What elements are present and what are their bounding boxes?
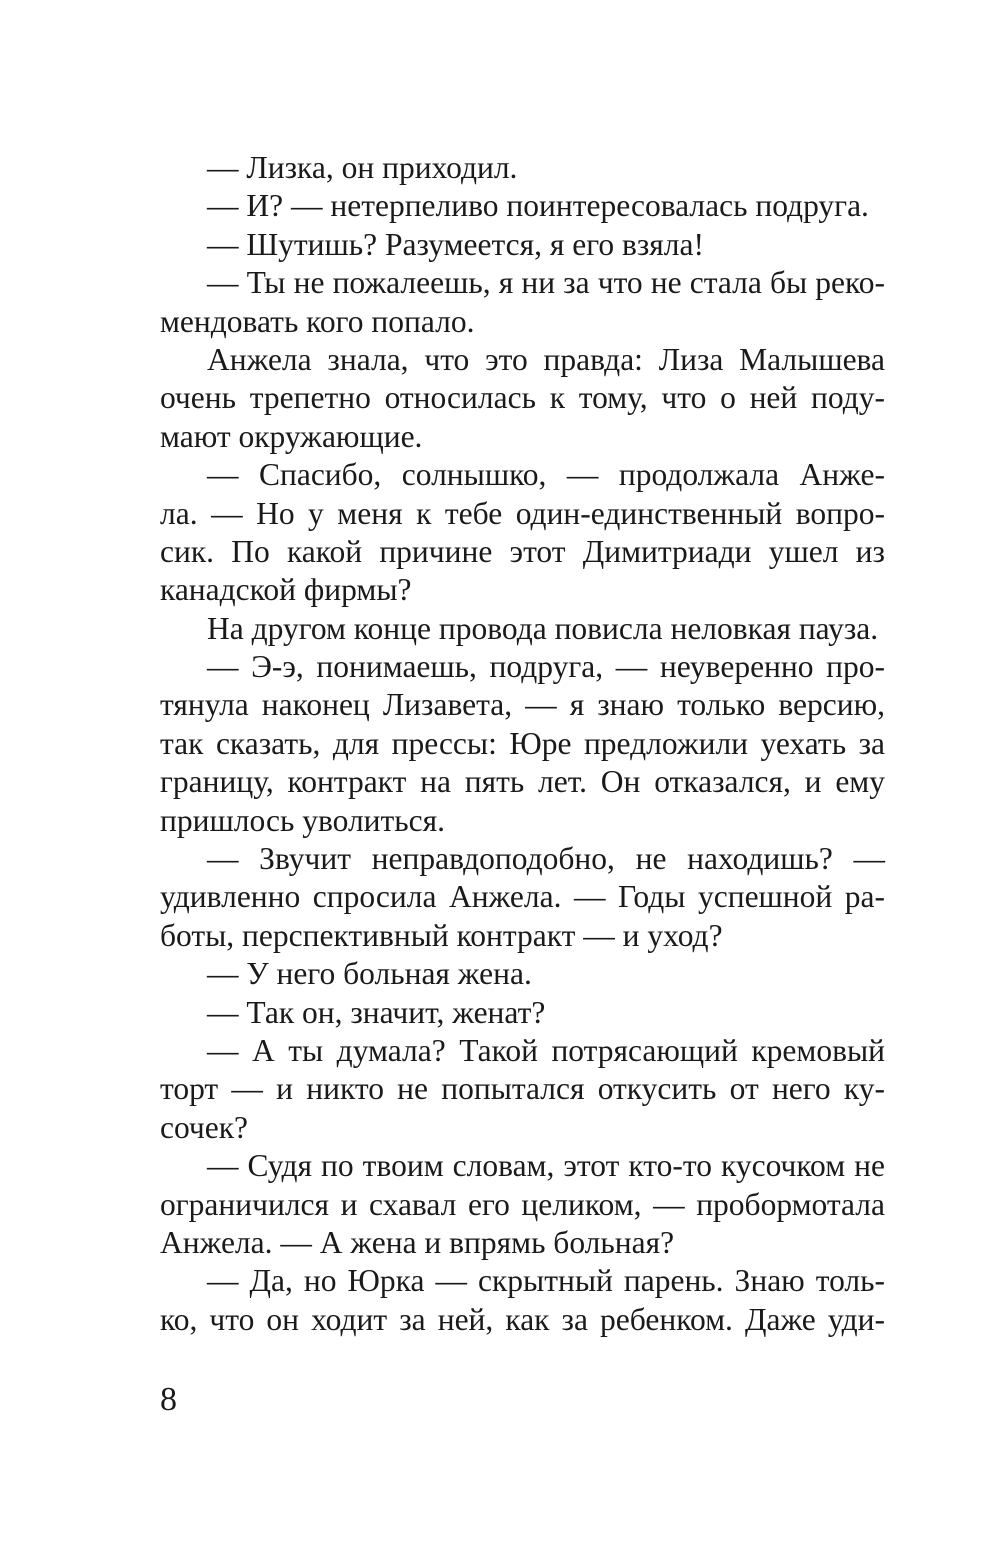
text-line: мают окружающие. [160,418,423,454]
text-line: канадской фирмы? [160,572,412,608]
page-number: 8 [160,1381,177,1418]
text-line: ко, что он ходит за ней, как за ребенком. Даже уди- [160,1301,885,1337]
text-line: так сказать, для прессы: Юре предложили уехать за [160,725,885,761]
text-line: Анжела знала, что это правда: Лиза Малышева [207,341,885,377]
text-line: сочек? [160,1109,249,1145]
text-line: — Так он, значит, женат? [207,994,546,1030]
text-line: — Да, но Юрка — скрытный парень. Знаю толь- [207,1263,885,1299]
text-line: очень трепетно относилась к тому, что о ней поду- [160,380,885,416]
text-line: — Звучит неправдоподобно, не находишь? — [207,841,885,877]
text-line: — Лизка, он приходил. [207,150,518,185]
text-line: Анжела. — А жена и впрямь больная? [160,1224,675,1260]
text-line: — Спасибо, солнышко, — продолжала Анже- [207,457,885,493]
text-line: мендовать кого попало. [160,303,475,339]
text-line: удивленно спросила Анжела. — Годы успешной ра- [160,879,885,915]
text-line: — И? — нетерпеливо поинтересовалась подруга. [207,188,869,224]
text-line: — Э-э, понимаешь, подруга, — неуверенно про- [207,649,885,685]
text-line: торт — и никто не попытался откусить от него ку- [160,1071,885,1107]
text-line: пришлось уволиться. [160,802,445,838]
text-line: сик. По какой причине этот Димитриади ушел из [160,533,885,569]
text-line: — Шутишь? Разумеется, я его взяла! [207,226,704,262]
text-line: — У него больная жена. [207,956,532,992]
text-line: тянула наконец Лизавета, — я знаю только версию, [160,687,885,723]
text-line: — Судя по твоим словам, этот кто-то кусочком не [207,1148,885,1184]
text-line: ла. — Но у меня к тебе один-единственный вопро- [160,495,885,531]
text-line: На другом конце провода повисла неловкая пауза. [207,610,879,646]
text-line: — А ты думала? Такой потрясающий кремовый [207,1032,885,1068]
body-text [160,149,885,1339]
text-line: боты, перспективный контракт — и уход? [160,917,723,953]
text-line: — Ты не пожалеешь, я ни за что не стала бы реко- [207,265,885,301]
text-line: ограничился и схавал его целиком, — пробормотала [160,1186,885,1222]
text-line: границу, контракт на пять лет. Он отказался, и ему [160,764,885,800]
